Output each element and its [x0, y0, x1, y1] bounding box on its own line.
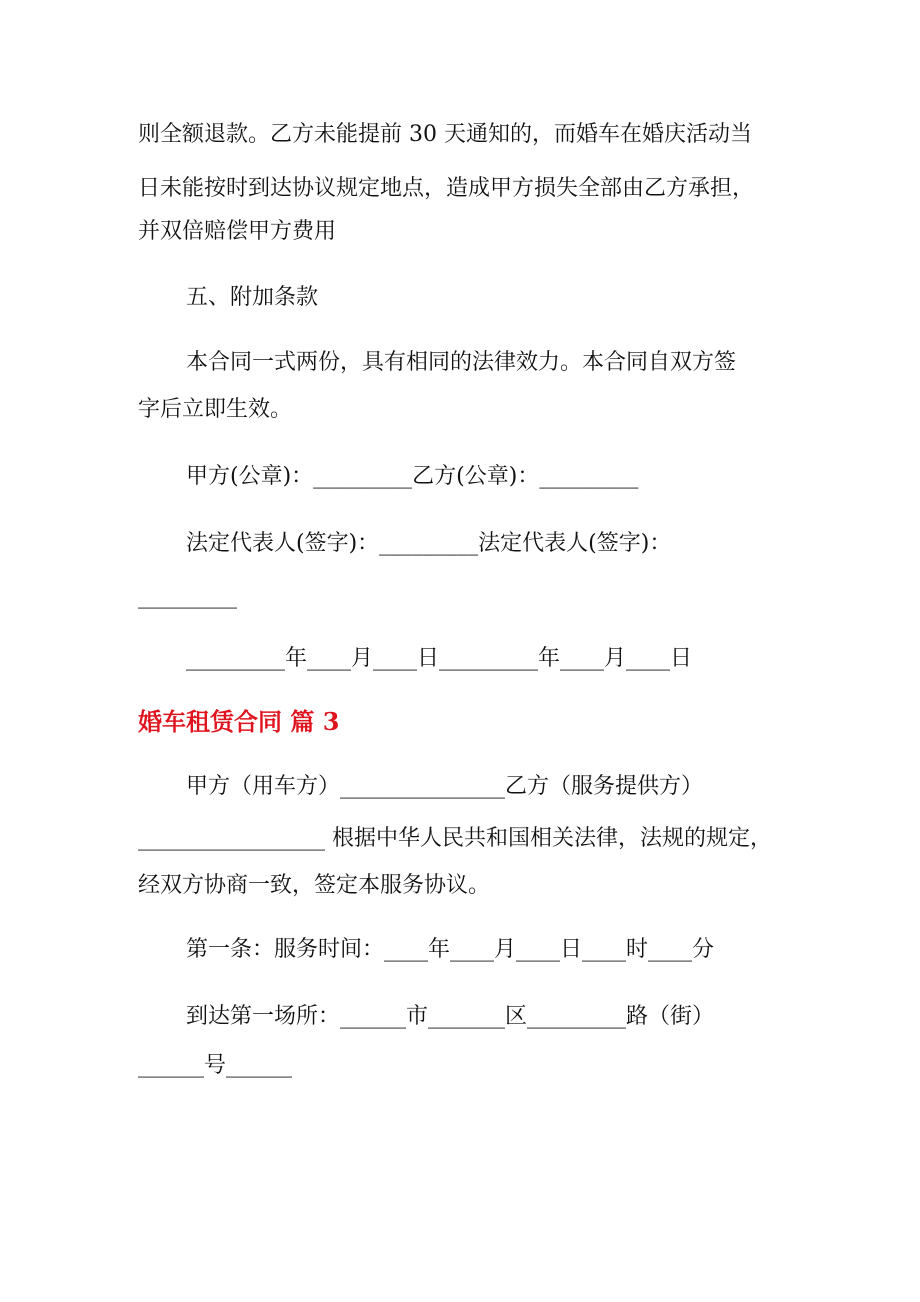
representative-signature-line: 法定代表人(签字)：_________法定代表人(签字)： — [186, 531, 672, 556]
date-line: _________年____月____日_________年____月____日 — [186, 646, 693, 671]
signature-blank: _________ — [138, 584, 237, 609]
section-title-additional-terms: 五、附加条款 — [186, 285, 319, 310]
first-location-line: 到达第一场所：______市_______区_________路（街） — [186, 1004, 715, 1029]
service-time-line: 第一条：服务时间：____年____月____日____时____分 — [186, 937, 715, 962]
clause-text-line: 并双倍赔偿甲方费用 — [138, 219, 337, 244]
clause-text-line: 本合同一式两份，具有相同的法律效力。本合同自双方签 — [186, 350, 737, 375]
address-number-line: ______号______ — [138, 1053, 293, 1078]
clause-text-line: 经双方协商一致，签定本服务协议。 — [138, 873, 491, 898]
clause-text-line: 日未能按时到达协议规定地点，造成甲方损失全部由乙方承担， — [138, 176, 755, 201]
clause-text-line: 则全额退款。乙方未能提前 30 天通知的，而婚车在婚庆活动当 — [138, 122, 752, 147]
seal-line: 甲方(公章)：_________乙方(公章)：_________ — [186, 464, 639, 489]
contract-heading: 婚车租赁合同 篇 3 — [138, 707, 340, 736]
party-line: 甲方（用车方）_______________乙方（服务提供方） — [186, 774, 704, 799]
clause-text-line: _________________ 根据中华人民共和国相关法律，法规的规定， — [138, 826, 772, 851]
clause-text-line: 字后立即生效。 — [138, 397, 293, 422]
